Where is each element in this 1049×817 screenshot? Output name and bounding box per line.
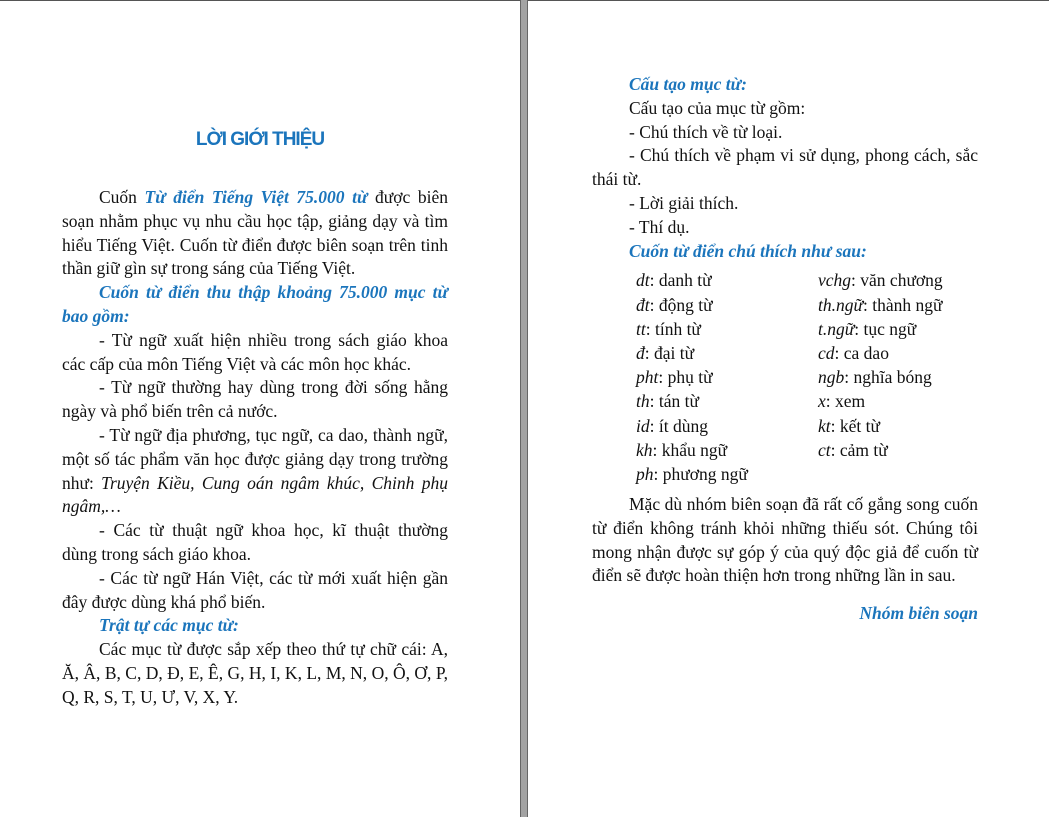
- abbreviation-cell: [818, 342, 943, 366]
- abbreviation-cell: [818, 318, 943, 342]
- abbreviation-row: [636, 439, 943, 463]
- abbreviation-meaning: : tính từ: [645, 318, 701, 339]
- abbreviation-meaning: : phương ngữ: [653, 463, 748, 484]
- structure-item: - Chú thích về từ loại.: [629, 121, 783, 142]
- abbreviation-cell: [636, 269, 818, 293]
- scope-item: - Các từ ngữ Hán Việt, các từ mới xuất hiện gần đây được dùng khá phổ biến.: [62, 567, 448, 612]
- literary-works: Truyện Kiều, Cung oán ngâm khúc, Chinh phụ ngâm,…: [62, 472, 448, 517]
- abbreviation-meaning: : tán từ: [649, 391, 699, 412]
- abbreviation-cell: [818, 269, 943, 293]
- abbreviation-row: [636, 415, 943, 439]
- abbreviation-cell: [818, 415, 943, 439]
- abbreviation-row: [636, 318, 943, 342]
- abbreviation: kh: [636, 439, 653, 460]
- abbreviation: x: [818, 391, 826, 412]
- abbreviation-cell: [636, 342, 818, 366]
- intro-paragraph: [62, 186, 448, 281]
- abbreviation: kt: [818, 415, 831, 436]
- abbreviation-cell: [636, 366, 818, 390]
- right-page: [528, 1, 1049, 817]
- heading-scope: Cuốn từ điển thu thập khoảng 75.000 mục từ bao gồm:: [62, 282, 448, 326]
- left-page-body: [62, 186, 448, 710]
- heading-order: Trật tự các mục từ:: [99, 615, 239, 636]
- abbreviation-row: [636, 269, 943, 293]
- heading-structure: Cấu tạo mục từ:: [629, 74, 747, 94]
- abbreviation: vchg: [818, 270, 852, 291]
- abbreviation-meaning: : tục ngữ: [854, 318, 917, 339]
- structure-intro: Cấu tạo của mục từ gồm:: [629, 97, 806, 118]
- abbreviation-row: [636, 390, 943, 414]
- abbreviation-meaning: : danh từ: [649, 270, 712, 291]
- abbreviation-meaning: : thành ngữ: [863, 294, 943, 315]
- abbreviation-meaning: : văn chương: [851, 270, 943, 291]
- scope-item: [62, 424, 448, 519]
- page-title: LỜI GIỚI THIỆU: [195, 129, 325, 150]
- intro-text: Cuốn: [99, 187, 145, 207]
- scope-item: - Các từ thuật ngữ khoa học, kĩ thuật thường dùng trong sách giáo khoa.: [62, 520, 448, 564]
- scope-item: - Từ ngữ thường hay dùng trong đời sống hằng ngày và phổ biến trên cả nước.: [62, 377, 448, 422]
- abbreviation-meaning: : ca dao: [834, 342, 889, 363]
- heading-abbreviations: Cuốn từ điển chú thích như sau:: [629, 240, 867, 261]
- abbreviation-cell: [636, 463, 818, 487]
- book-title: Từ điển Tiếng Việt 75.000 từ: [144, 187, 368, 207]
- left-page: [0, 1, 520, 817]
- abbreviation-meaning: : đại từ: [644, 342, 695, 363]
- abbreviation: ph: [636, 463, 654, 484]
- abbreviation-meaning: : ít dùng: [649, 415, 708, 436]
- scope-item: - Từ ngữ xuất hiện nhiều trong sách giáo khoa các cấp của môn Tiếng Việt và các môn học khác.: [62, 329, 448, 374]
- abbreviation-cell: [818, 390, 943, 414]
- abbreviation: ct: [818, 439, 831, 460]
- page-divider: [520, 0, 528, 817]
- abbreviation-meaning: : kết từ: [830, 415, 880, 436]
- abbreviation: th.ngữ: [818, 294, 864, 315]
- abbreviation-cell: [636, 415, 818, 439]
- abbreviation: tt: [636, 318, 646, 339]
- abbreviation-row: [636, 463, 943, 487]
- abbreviation-meaning: : nghĩa bóng: [844, 367, 932, 388]
- abbreviation-meaning: : cảm từ: [830, 439, 888, 460]
- abbreviation-cell: [636, 294, 818, 318]
- abbreviation: cd: [818, 342, 835, 363]
- abbreviation-cell: [636, 318, 818, 342]
- abbreviation: pht: [636, 367, 659, 388]
- abbreviation: th: [636, 391, 650, 412]
- structure-item: - Thí dụ.: [629, 216, 690, 237]
- abbreviation: dt: [636, 270, 650, 291]
- abbreviation-row: [636, 294, 943, 318]
- abbreviation: đt: [636, 294, 650, 315]
- closing-paragraph: Mặc dù nhóm biên soạn đã rất cố gắng song cuốn từ điển không tránh khỏi những thiếu sót. Chúng tôi mong nhận được sự góp ý của quý độc giả để cuốn từ điển sẽ được hoàn thiện hơn trong những lần in sau.: [592, 494, 978, 586]
- abbreviation: id: [636, 415, 650, 436]
- structure-item: - Chú thích về phạm vi sử dụng, phong cách, sắc thái từ.: [592, 145, 978, 190]
- right-page-body: [592, 73, 978, 626]
- abbreviation-cell: [636, 390, 818, 414]
- order-text: Các mục từ được sắp xếp theo thứ tự chữ cái: A, Ă, Â, B, C, D, Đ, E, Ê, G, H, I, K, L, M, N, O, Ô, Ơ, P, Q, R, S, T, U, Ư, V, X, Y.: [62, 639, 448, 707]
- abbreviation-row: [636, 342, 943, 366]
- scope-item-text: - Từ ngữ địa phương, tục ngữ, ca dao, thành ngữ, một số tác phẩm văn học được giảng dạy trong trường như:: [62, 424, 448, 493]
- abbreviation: đ: [636, 342, 645, 363]
- intro-text-rest: được biên soạn nhằm phục vụ nhu cầu học tập, giảng dạy và tìm hiểu Tiếng Việt. Cuốn từ điển được biên soạn trên tinh thần giữ gìn sự trong sáng của Tiếng Việt.: [62, 187, 448, 279]
- abbreviation: t.ngữ: [818, 318, 855, 339]
- abbreviation-meaning: : phụ từ: [658, 367, 713, 388]
- abbreviation-table: [636, 269, 943, 487]
- structure-item: - Lời giải thích.: [629, 192, 739, 213]
- abbreviation: ngb: [818, 367, 845, 388]
- abbreviation-meaning: : xem: [825, 391, 866, 412]
- signature: Nhóm biên soạn: [859, 603, 978, 624]
- abbreviation-meaning: : động từ: [649, 294, 713, 315]
- abbreviation-cell: [818, 439, 943, 463]
- abbreviation-cell: [818, 463, 943, 487]
- abbreviation-row: [636, 366, 943, 390]
- abbreviation-cell: [636, 439, 818, 463]
- abbreviation-meaning: : khẩu ngữ: [652, 439, 728, 460]
- abbreviation-cell: [818, 294, 943, 318]
- abbreviation-cell: [818, 366, 943, 390]
